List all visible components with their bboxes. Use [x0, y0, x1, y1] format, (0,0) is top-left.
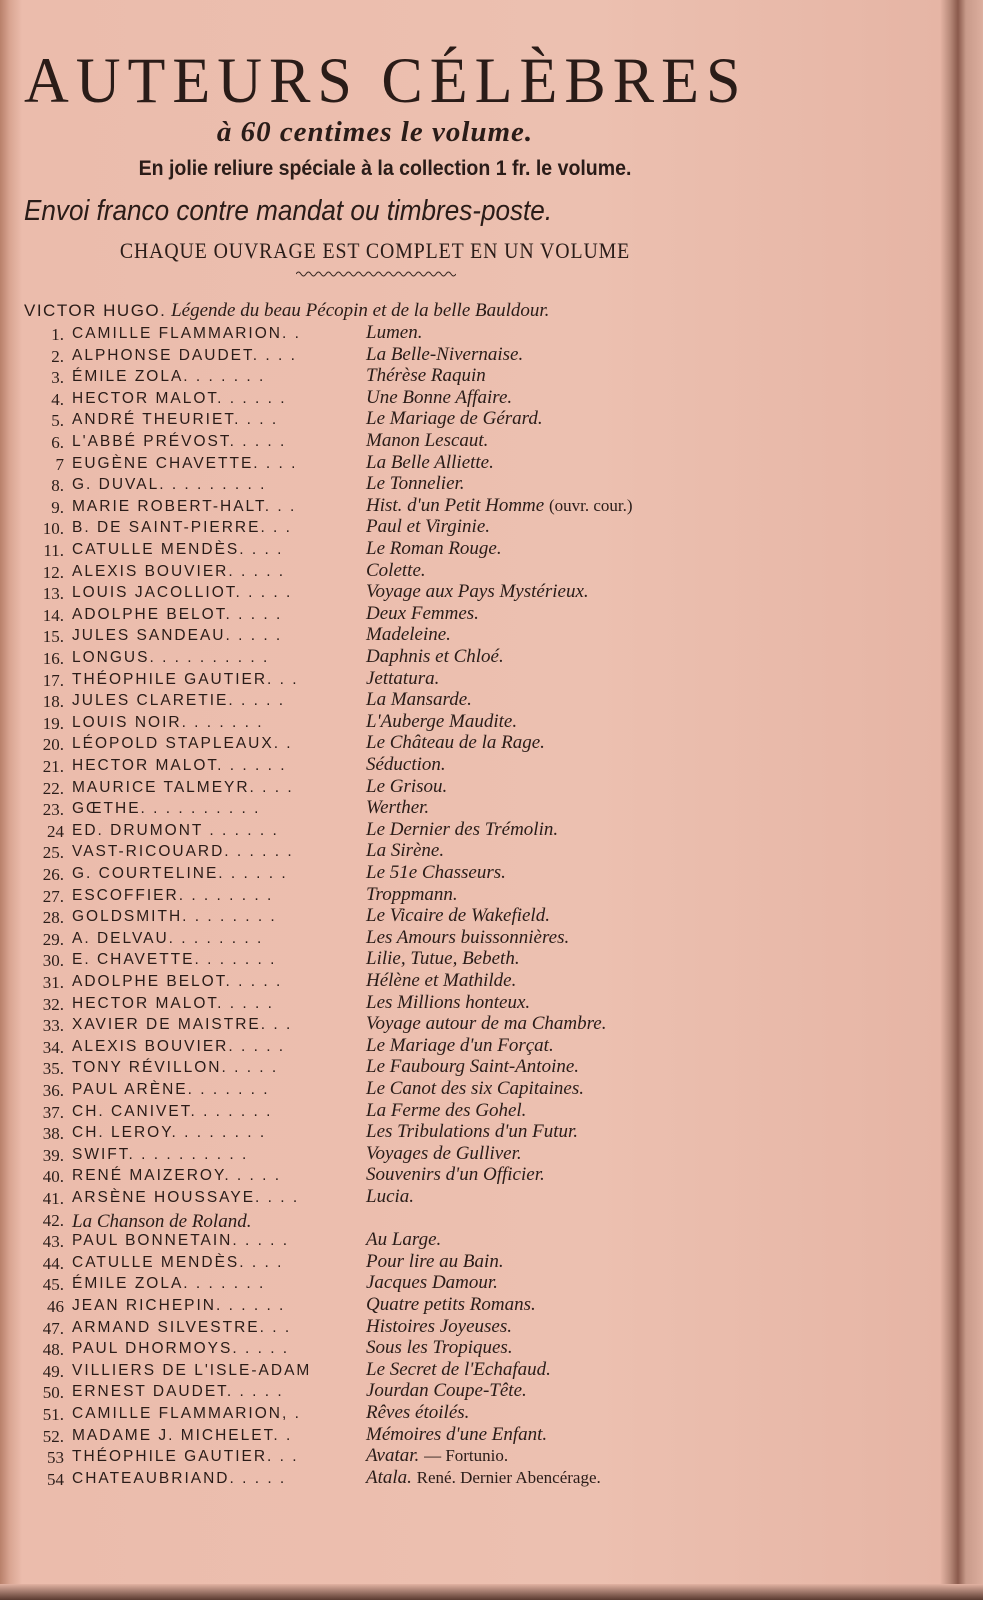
entry-title-wrap: [366, 668, 439, 690]
entry-author: PAUL ARÈNE. . . . . . .: [72, 1081, 270, 1098]
entry-number: 7: [55, 454, 64, 474]
entry-title: Les Tribulations d'un Futur.: [366, 1121, 579, 1143]
entry-author: VAST-RICOUARD. . . . . .: [72, 843, 294, 861]
entry-title-wrap: [366, 1056, 579, 1078]
entry-title-wrap: [366, 1402, 469, 1424]
entry-title-wrap: [366, 1143, 522, 1165]
entry-number: 31.: [42, 973, 64, 992]
entry-title-wrap: [366, 560, 426, 582]
entry-title: Les Millions honteux.: [366, 991, 531, 1013]
entry-author: L'ABBÉ PRÉVOST. . . . .: [72, 433, 287, 450]
entry-number: 10.: [42, 519, 64, 539]
entry-title: Voyage aux Pays Mystérieux.: [366, 581, 589, 603]
entry-title-wrap: [366, 948, 520, 970]
page-title: AUTEURS CÉLÈBRES: [24, 45, 748, 117]
entry-title-wrap: [366, 1100, 526, 1122]
entry-number: 39.: [42, 1145, 64, 1165]
entry-title-wrap: [366, 711, 517, 733]
entry-author: ALEXIS BOUVIER. . . . .: [72, 1037, 286, 1055]
entry-number: 38.: [42, 1124, 64, 1144]
entry-title-wrap: [366, 581, 589, 603]
page-edge: [0, 1584, 983, 1600]
entry-title-wrap: [366, 970, 516, 992]
entry-title: Le Grisou.: [366, 775, 448, 797]
entry-title: Quatre petits Romans.: [366, 1294, 536, 1315]
entry-author: LONGUS. . . . . . . . . .: [72, 649, 270, 666]
entry-author: EUGÈNE CHAVETTE. . . .: [72, 454, 298, 472]
entry-author: HECTOR MALOT. . . . . .: [72, 389, 287, 407]
entry-title: Colette.: [366, 559, 426, 581]
entry-author: MAURICE TALMEYR. . . .: [72, 778, 294, 796]
entry-title: Lucia.: [366, 1186, 415, 1207]
entry-number: 27.: [42, 886, 64, 906]
entry-title-wrap: [366, 1186, 414, 1208]
entry-author: RENÉ MAIZEROY. . . . .: [72, 1167, 282, 1185]
entry-author: PAUL DHORMOYS. . . . .: [72, 1340, 290, 1358]
entry-author: E. CHAVETTE. . . . . . .: [72, 951, 277, 969]
entry-author: CATULLE MENDÈS. . . .: [72, 541, 284, 558]
entry-author: G. COURTELINE. . . . . .: [72, 865, 288, 882]
entry-number: 48.: [42, 1340, 64, 1360]
entry-title-wrap: [366, 1337, 513, 1359]
entry-title: Troppmann.: [366, 883, 458, 905]
entry-title-wrap: [366, 365, 486, 387]
entry-author: CHATEAUBRIAND. . . . .: [72, 1469, 287, 1487]
entry-number: 19.: [42, 713, 64, 733]
entry-title: Daphnis et Chloé.: [366, 646, 504, 667]
entry-title: Une Bonne Affaire.: [366, 386, 513, 408]
entry-number: 21.: [42, 757, 64, 776]
entry-number: 36.: [42, 1081, 64, 1100]
entry-title-wrap: [366, 603, 479, 625]
entry-author: ED. DRUMONT . . . . . .: [72, 821, 279, 839]
entry-title: Les Amours buissonnières.: [366, 926, 570, 948]
entry-number: 35.: [42, 1059, 64, 1079]
entry-title-wrap: [366, 732, 545, 754]
entry-number: 24: [47, 821, 64, 841]
entry-title: La Chanson de Roland.: [72, 1210, 252, 1232]
entry-title: Deux Femmes.: [366, 602, 479, 624]
entry-title-wrap: [366, 430, 488, 452]
entry-note: — Fortunio.: [424, 1446, 509, 1466]
entry-number: 29.: [42, 929, 64, 949]
entry-author: ESCOFFIER. . . . . . . .: [72, 886, 274, 904]
entry-number: 46: [47, 1297, 64, 1316]
entry-title-wrap: [366, 1035, 554, 1057]
entry-number: 41.: [42, 1189, 64, 1208]
entry-author: ADOLPHE BELOT. . . . .: [72, 605, 283, 623]
entry-author: CATULLE MENDÈS. . . .: [72, 1253, 284, 1271]
entry-title: Au Large.: [366, 1229, 442, 1251]
entry-title: La Sirène.: [366, 840, 445, 862]
entry-title: Le Tonnelier.: [366, 473, 465, 495]
entry-number: 28.: [42, 908, 64, 928]
entry-title-wrap: [366, 1467, 601, 1489]
entry-author: VILLIERS DE L'ISLE-ADAM: [72, 1361, 312, 1379]
entry-title: Le Mariage de Gérard.: [366, 408, 543, 430]
entry-title-wrap: [366, 624, 451, 646]
entry-title-wrap: [366, 1316, 512, 1338]
entry-title: Voyages de Gulliver.: [366, 1142, 522, 1164]
entry-title-wrap: [366, 797, 429, 819]
entry-title: Jacques Damour.: [366, 1272, 498, 1294]
entry-title: Le Canot des six Capitaines.: [366, 1078, 584, 1099]
entry-author: THÉOPHILE GAUTIER. . .: [72, 670, 299, 688]
entry-title: Le Secret de l'Echafaud.: [366, 1358, 551, 1380]
entry-title-wrap: [366, 1272, 498, 1294]
entry-author: ÉMILE ZOLA. . . . . . .: [72, 1275, 266, 1293]
entry-title-wrap: [366, 495, 633, 517]
entry-title-wrap: [366, 1445, 508, 1467]
entry-title: Paul et Virginie.: [366, 516, 491, 538]
entry-title: Le Vicaire de Wakefield.: [366, 905, 550, 927]
entry-title-wrap: [366, 840, 444, 862]
entry-number: 13.: [42, 584, 64, 604]
entry-number: 18.: [42, 692, 64, 712]
entry-number: 40.: [42, 1167, 64, 1187]
entry-author: ARMAND SILVESTRE. . .: [72, 1318, 292, 1336]
entry-number: 34.: [42, 1037, 64, 1057]
entry-number: 43.: [42, 1232, 64, 1252]
entry-title: Le 51e Chasseurs.: [366, 862, 506, 883]
entry-title: Le Faubourg Saint-Antoine.: [366, 1056, 580, 1078]
entry-number: 8.: [51, 476, 64, 496]
entry-title: Rêves étoilés.: [366, 1402, 470, 1423]
entry-title: La Ferme des Gohel.: [366, 1099, 527, 1121]
lead-author: VICTOR HUGO.: [24, 301, 167, 320]
entry-title-wrap: [366, 473, 465, 495]
entry-number: 2.: [51, 346, 64, 366]
entry-title-wrap: [366, 1251, 504, 1273]
entry-number: 5.: [51, 411, 64, 431]
entry-title-wrap: [366, 408, 543, 430]
entry-title: Le Mariage d'un Forçat.: [366, 1034, 554, 1056]
entry-title: Madeleine.: [366, 624, 451, 646]
entry-title-wrap: [366, 1164, 545, 1186]
entry-author: TONY RÉVILLON. . . . .: [72, 1059, 279, 1077]
entry-title: Jettatura.: [366, 667, 440, 689]
entry-author: THÉOPHILE GAUTIER. . .: [72, 1448, 299, 1466]
entry-title: Histoires Joyeuses.: [366, 1315, 512, 1337]
entry-number: 23.: [42, 800, 64, 820]
entry-number: 4.: [51, 389, 64, 409]
entry-title-wrap: [366, 905, 550, 927]
entry-author: ADOLPHE BELOT. . . . .: [72, 973, 283, 990]
entry-title-wrap: [366, 1229, 441, 1251]
entry-title-wrap: [366, 1013, 606, 1035]
entry-number: 32.: [42, 994, 64, 1014]
entry-author: ANDRÉ THEURIET. . . .: [72, 411, 279, 429]
entry-title-wrap: [366, 387, 512, 409]
entry-title-wrap: [366, 689, 472, 711]
entry-title: Manon Lescaut.: [366, 430, 489, 451]
entry-title-wrap: [366, 1294, 536, 1316]
entry-title: Thérèse Raquin: [366, 365, 486, 387]
entry-title: Hélène et Mathilde.: [366, 970, 517, 991]
entry-number: 44.: [42, 1253, 64, 1273]
entry-number: 14.: [42, 605, 64, 625]
entry-title: Pour lire au Bain.: [366, 1250, 504, 1272]
entry-number: 53: [47, 1448, 64, 1468]
entry-title-wrap: [366, 927, 569, 949]
entry-note: René. Dernier Abencérage.: [416, 1467, 601, 1487]
complete-note: CHAQUE OUVRAGE EST COMPLET EN UN VOLUME: [119, 238, 631, 263]
entry-author: SWIFT. . . . . . . . . .: [72, 1145, 249, 1163]
entry-author: CAMILLE FLAMMARION, .: [72, 1405, 301, 1422]
entry-title-wrap: [366, 322, 422, 344]
shipping-note: Envoi franco contre mandat ou timbres-poste.: [24, 195, 553, 227]
entry-number: 49.: [42, 1361, 64, 1381]
entry-number: 16.: [42, 649, 64, 668]
entry-author: LOUIS NOIR. . . . . . .: [72, 713, 264, 731]
entry-title: Le Roman Rouge.: [366, 538, 502, 559]
entry-title-wrap: [366, 1359, 551, 1381]
entry-title-wrap: [366, 646, 504, 668]
entry-title-wrap: [366, 1424, 547, 1446]
entry-title: Séduction.: [366, 754, 446, 775]
entry-title-wrap: [366, 862, 506, 884]
entry-author: LÉOPOLD STAPLEAUX. .: [72, 735, 293, 753]
entry-author: GOLDSMITH. . . . . . . .: [72, 908, 277, 926]
entry-author: ARSÈNE HOUSSAYE. . . .: [72, 1189, 300, 1206]
entry-author: MARIE ROBERT-HALT. . .: [72, 497, 297, 515]
entry-title-wrap: [366, 516, 490, 538]
price-subtitle: à 60 centimes le volume.: [216, 116, 534, 148]
entry-note: (ouvr. cour.): [548, 495, 633, 515]
entry-title: Atala.: [366, 1466, 412, 1488]
entry-title: Mémoires d'une Enfant.: [366, 1423, 548, 1445]
entry-number: 12.: [42, 562, 64, 582]
entry-author: CAMILLE FLAMMARION. .: [72, 325, 301, 342]
entry-title-wrap: [366, 1078, 584, 1100]
entry-number: 1.: [51, 325, 64, 344]
binding-note: En jolie reliure spéciale à la collection 1 fr. le volume.: [138, 157, 632, 180]
entry-author: CH. CANIVET. . . . . . .: [72, 1102, 273, 1120]
entry-title: La Belle Alliette.: [366, 451, 494, 473]
entry-number: 6.: [51, 433, 64, 452]
entry-title: Lilie, Tutue, Bebeth.: [366, 948, 520, 970]
entry-title-wrap: [366, 776, 447, 798]
entry-author: XAVIER DE MAISTRE. . .: [72, 1016, 293, 1034]
entry-author: JULES CLARETIE. . . . .: [72, 692, 286, 710]
entry-number: 15.: [42, 627, 64, 647]
entry-author: ÉMILE ZOLA. . . . . . .: [72, 368, 266, 386]
entry-title: Jourdan Coupe-Tête.: [366, 1380, 527, 1402]
entry-author: G. DUVAL. . . . . . . . .: [72, 476, 267, 494]
entry-title-wrap: [366, 344, 523, 366]
entry-title-wrap: [366, 1121, 578, 1143]
entry-author: JULES SANDEAU. . . . .: [72, 627, 283, 645]
entry-title-wrap: [366, 992, 530, 1014]
entry-title-wrap: [366, 538, 502, 560]
entry-title: Le Château de la Rage.: [366, 732, 545, 754]
entry-number: 54: [47, 1469, 64, 1489]
entry-title: La Belle-Nivernaise.: [366, 343, 524, 365]
entry-title: L'Auberge Maudite.: [366, 710, 518, 732]
entry-number: 33.: [42, 1016, 64, 1036]
entry-title-wrap: [366, 754, 446, 776]
entry-title-wrap: [366, 819, 558, 841]
entry-number: 42.: [42, 1210, 64, 1230]
entry-title-wrap: [366, 884, 458, 906]
entry-title: Le Dernier des Trémolin.: [366, 818, 559, 840]
entry-author: ALPHONSE DAUDET. . . .: [72, 346, 297, 364]
entry-author: PAUL BONNETAIN. . . . .: [72, 1232, 290, 1250]
entry-author: JEAN RICHEPIN. . . . . .: [72, 1297, 286, 1314]
entry-number: 47.: [42, 1318, 64, 1338]
entry-author: GŒTHE. . . . . . . . . .: [72, 800, 261, 818]
wavy-divider: [296, 270, 456, 278]
entry-author: B. DE SAINT-PIERRE. . .: [72, 519, 292, 537]
entry-author: LOUIS JACOLLIOT. . . . .: [72, 584, 293, 602]
lead-title: Légende du beau Pécopin et de la belle Bauldour.: [171, 300, 550, 321]
entry-author: A. DELVAU. . . . . . . .: [72, 929, 264, 947]
lead-entry: [24, 300, 549, 322]
entry-title: Lumen.: [366, 322, 423, 343]
entry-title: La Mansarde.: [366, 689, 472, 711]
entry-title: Voyage autour de ma Chambre.: [366, 1013, 607, 1035]
entry-number: 3.: [51, 368, 64, 388]
entry-title: Sous les Tropiques.: [366, 1337, 513, 1359]
entry-number: 30.: [42, 951, 64, 971]
entry-title: Werther.: [366, 797, 430, 819]
entry-number: 9.: [51, 497, 64, 517]
entry-author: MADAME J. MICHELET. .: [72, 1426, 293, 1444]
entry-title: Souvenirs d'un Officier.: [366, 1164, 545, 1186]
entry-number: 37.: [42, 1102, 64, 1122]
entry-author: CH. LEROY. . . . . . . .: [72, 1124, 267, 1142]
entry-number: 52.: [42, 1426, 64, 1446]
entry-number: 22.: [42, 778, 64, 798]
entry-title: Avatar.: [366, 1445, 420, 1467]
entry-number: 25.: [42, 843, 64, 863]
entry-number: 20.: [42, 735, 64, 755]
entry-number: 45.: [42, 1275, 64, 1295]
entry-number: 11.: [43, 541, 64, 560]
entry-author: HECTOR MALOT. . . . . .: [72, 757, 287, 774]
entry-title: Hist. d'un Petit Homme: [366, 494, 545, 516]
entry-title-wrap: [366, 1380, 527, 1402]
entry-number: 26.: [42, 865, 64, 884]
entry-number: 51.: [42, 1405, 64, 1424]
entry-number: 50.: [42, 1383, 64, 1403]
entry-number: 17.: [42, 670, 64, 690]
entry-author: HECTOR MALOT. . . . .: [72, 994, 274, 1012]
entry-author: ALEXIS BOUVIER. . . . .: [72, 562, 286, 580]
entry-title-wrap: [366, 452, 494, 474]
entry-author: ERNEST DAUDET. . . . .: [72, 1383, 284, 1401]
